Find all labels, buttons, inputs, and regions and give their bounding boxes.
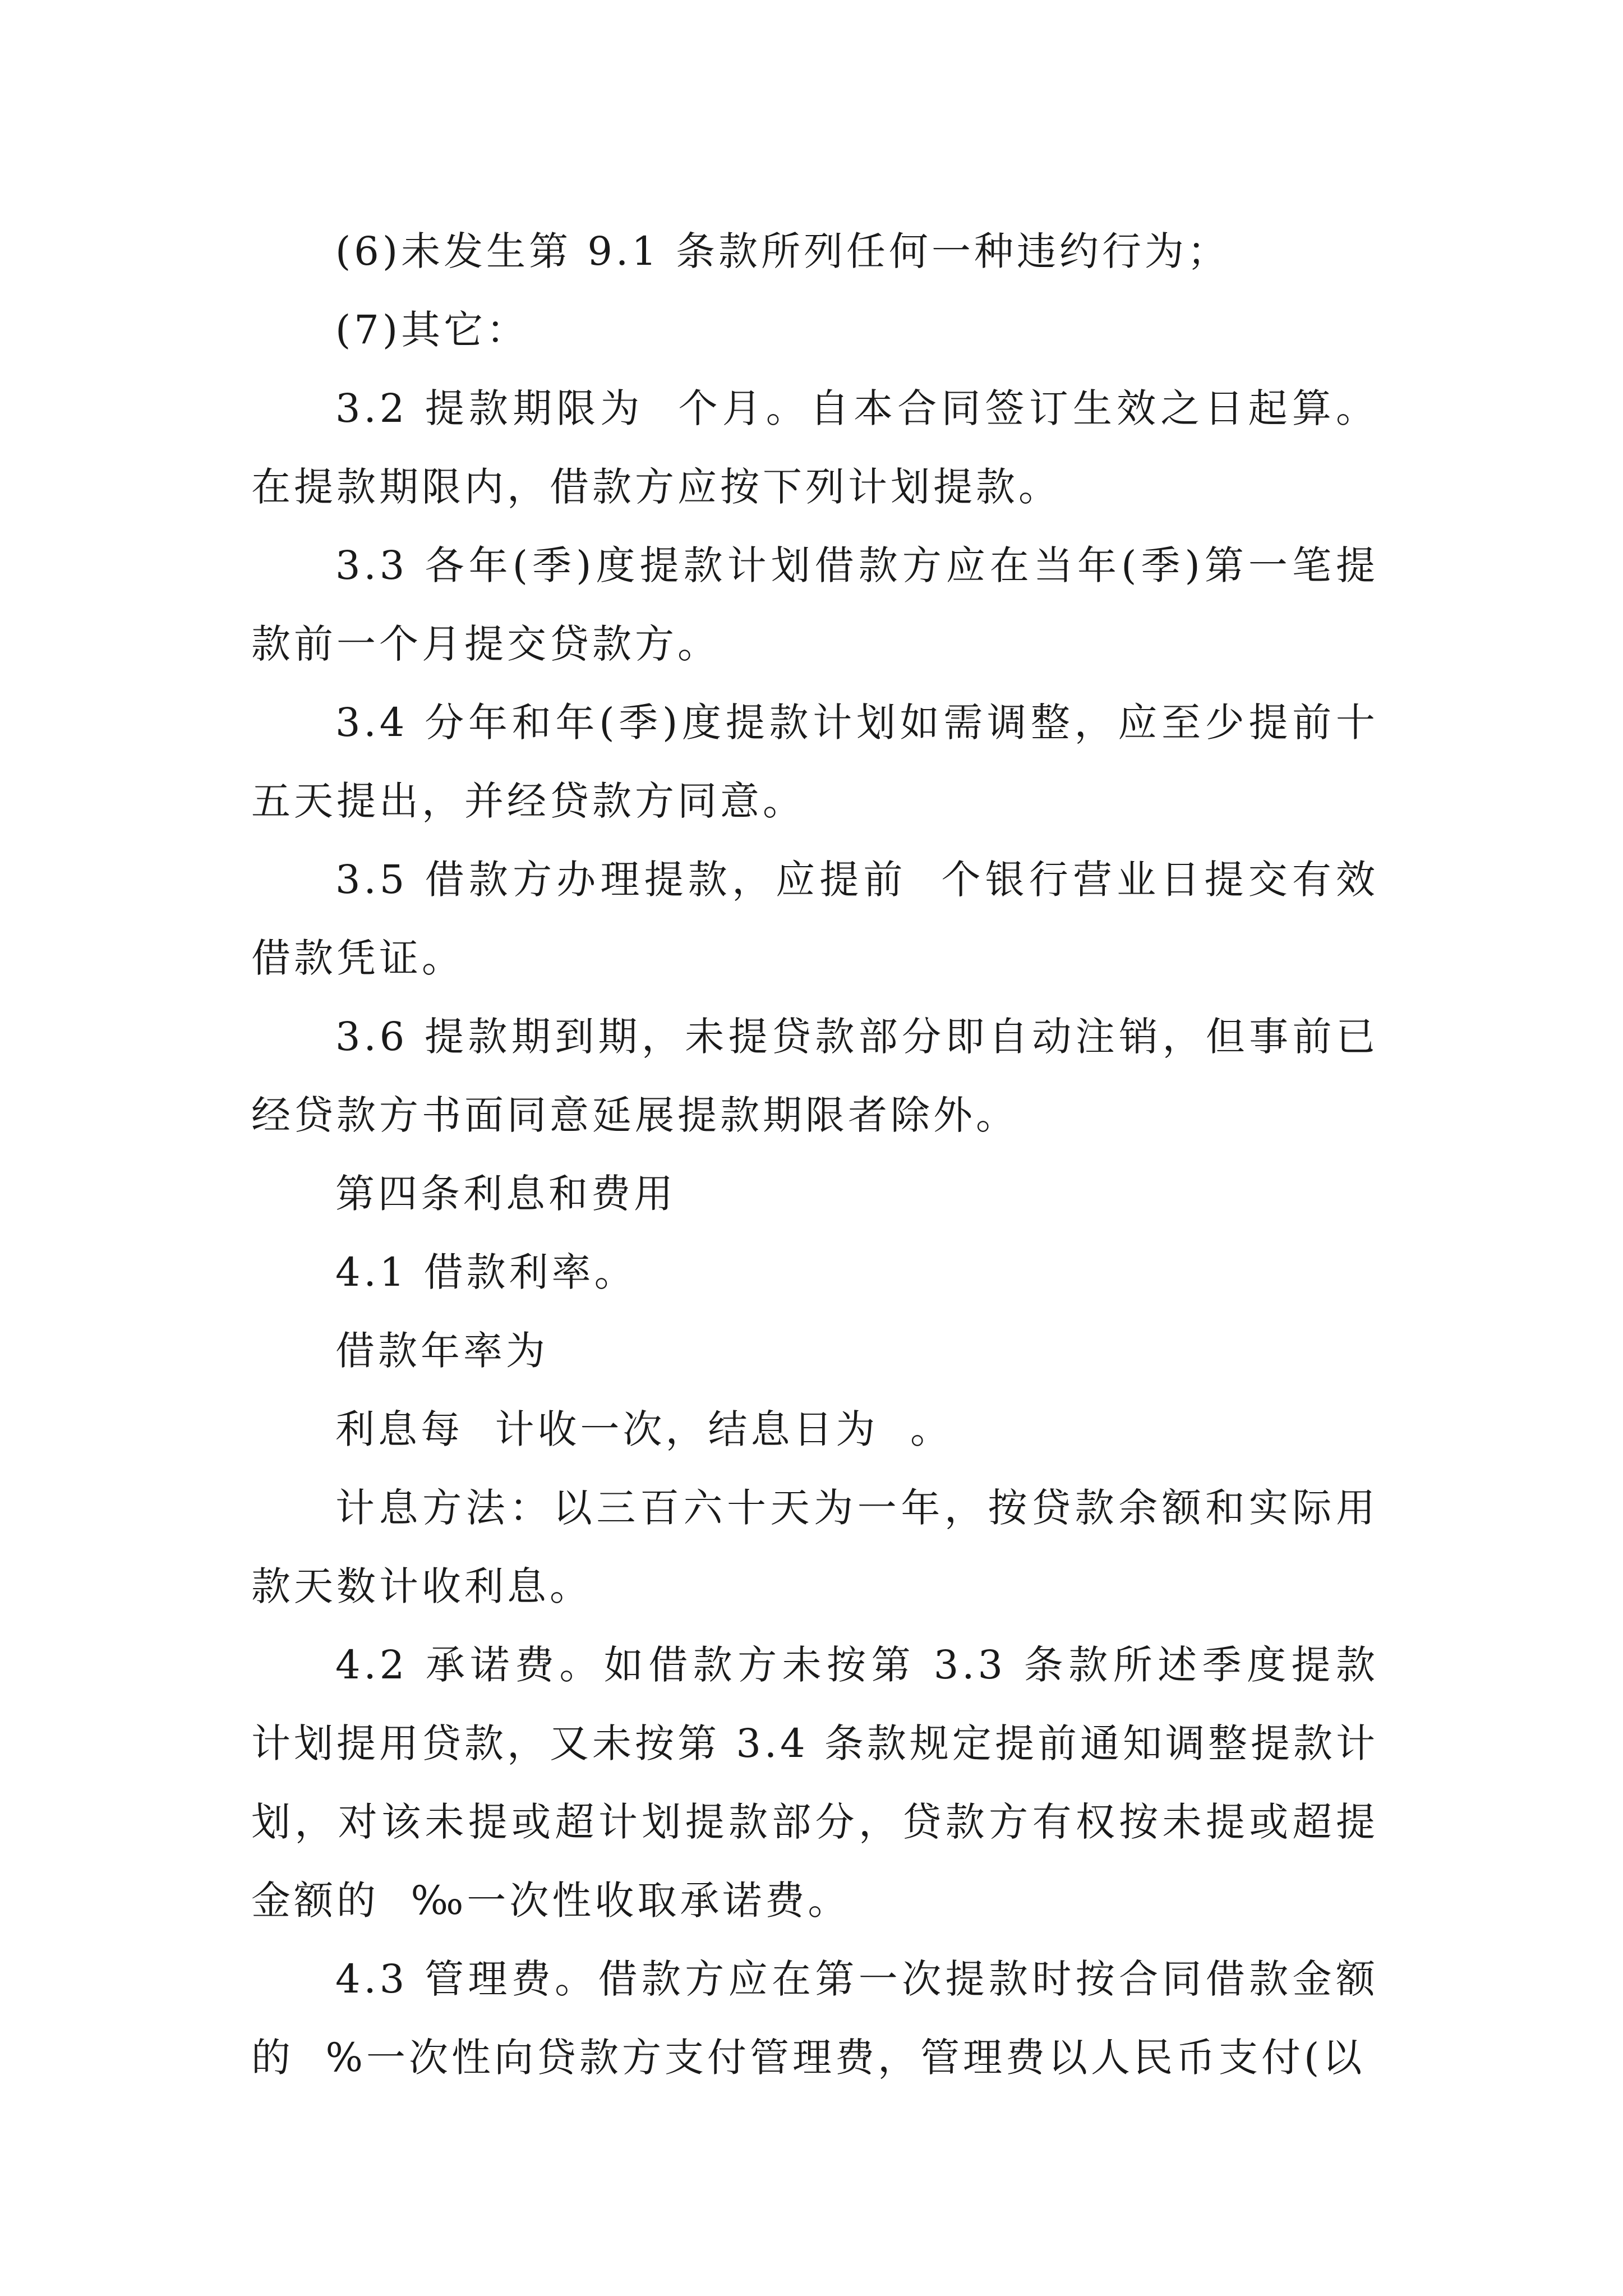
paragraph-clause-4-3: 4.3 管理费。借款方应在第一次提款时按合同借款金额的 %一次性向贷款方支付管理费，管理费以人民币支付(以 (251, 1956, 1378, 2081)
paragraph-interest-method: 计息方法：以三百六十天为一年，按贷款余额和实际用款天数计收利息。 (251, 1485, 1378, 1609)
paragraph-clause-3-5: 3.5 借款方办理提款，应提前 个银行营业日提交有效借款凭证。 (251, 857, 1378, 981)
paragraph-clause-3-2: 3.2 提款期限为 个月。自本合同签订生效之日起算。在提款期限内，借款方应按下列计划提款。 (251, 385, 1378, 510)
paragraph-clause-3-6: 3.6 提款期到期，未提贷款部分即自动注销，但事前已经贷款方书面同意延展提款期限者除外。 (251, 1014, 1378, 1138)
paragraph-clause-3-4: 3.4 分年和年(季)度提款计划如需调整，应至少提前十五天提出，并经贷款方同意。 (251, 700, 1378, 824)
paragraph-interest-cycle: 利息每 计收一次，结息日为 。 (335, 1406, 953, 1452)
section-heading-article-4: 第四条利息和费用 (335, 1171, 676, 1217)
paragraph-clause-3-3: 3.3 各年(季)度提款计划借款方应在当年(季)第一笔提款前一个月提交贷款方。 (251, 542, 1378, 667)
paragraph-annual-rate: 借款年率为 (335, 1328, 548, 1374)
paragraph-clause-4-2: 4.2 承诺费。如借款方未按第 3.3 条款所述季度提款计划提用贷款，又未按第 3.4 条款规定提前通知调整提款计划，对该未提或超计划提款部分，贷款方有权按未提或超提金额的 ‰一次性收取承诺费。 (251, 1642, 1378, 1924)
paragraph-condition-6: (6)未发生第 9.1 条款所列任何一种违约行为； (335, 228, 1230, 274)
paragraph-condition-7: (7)其它： (335, 307, 529, 353)
paragraph-clause-4-1: 4.1 借款利率。 (335, 1249, 637, 1295)
document-body (251, 212, 1378, 2097)
